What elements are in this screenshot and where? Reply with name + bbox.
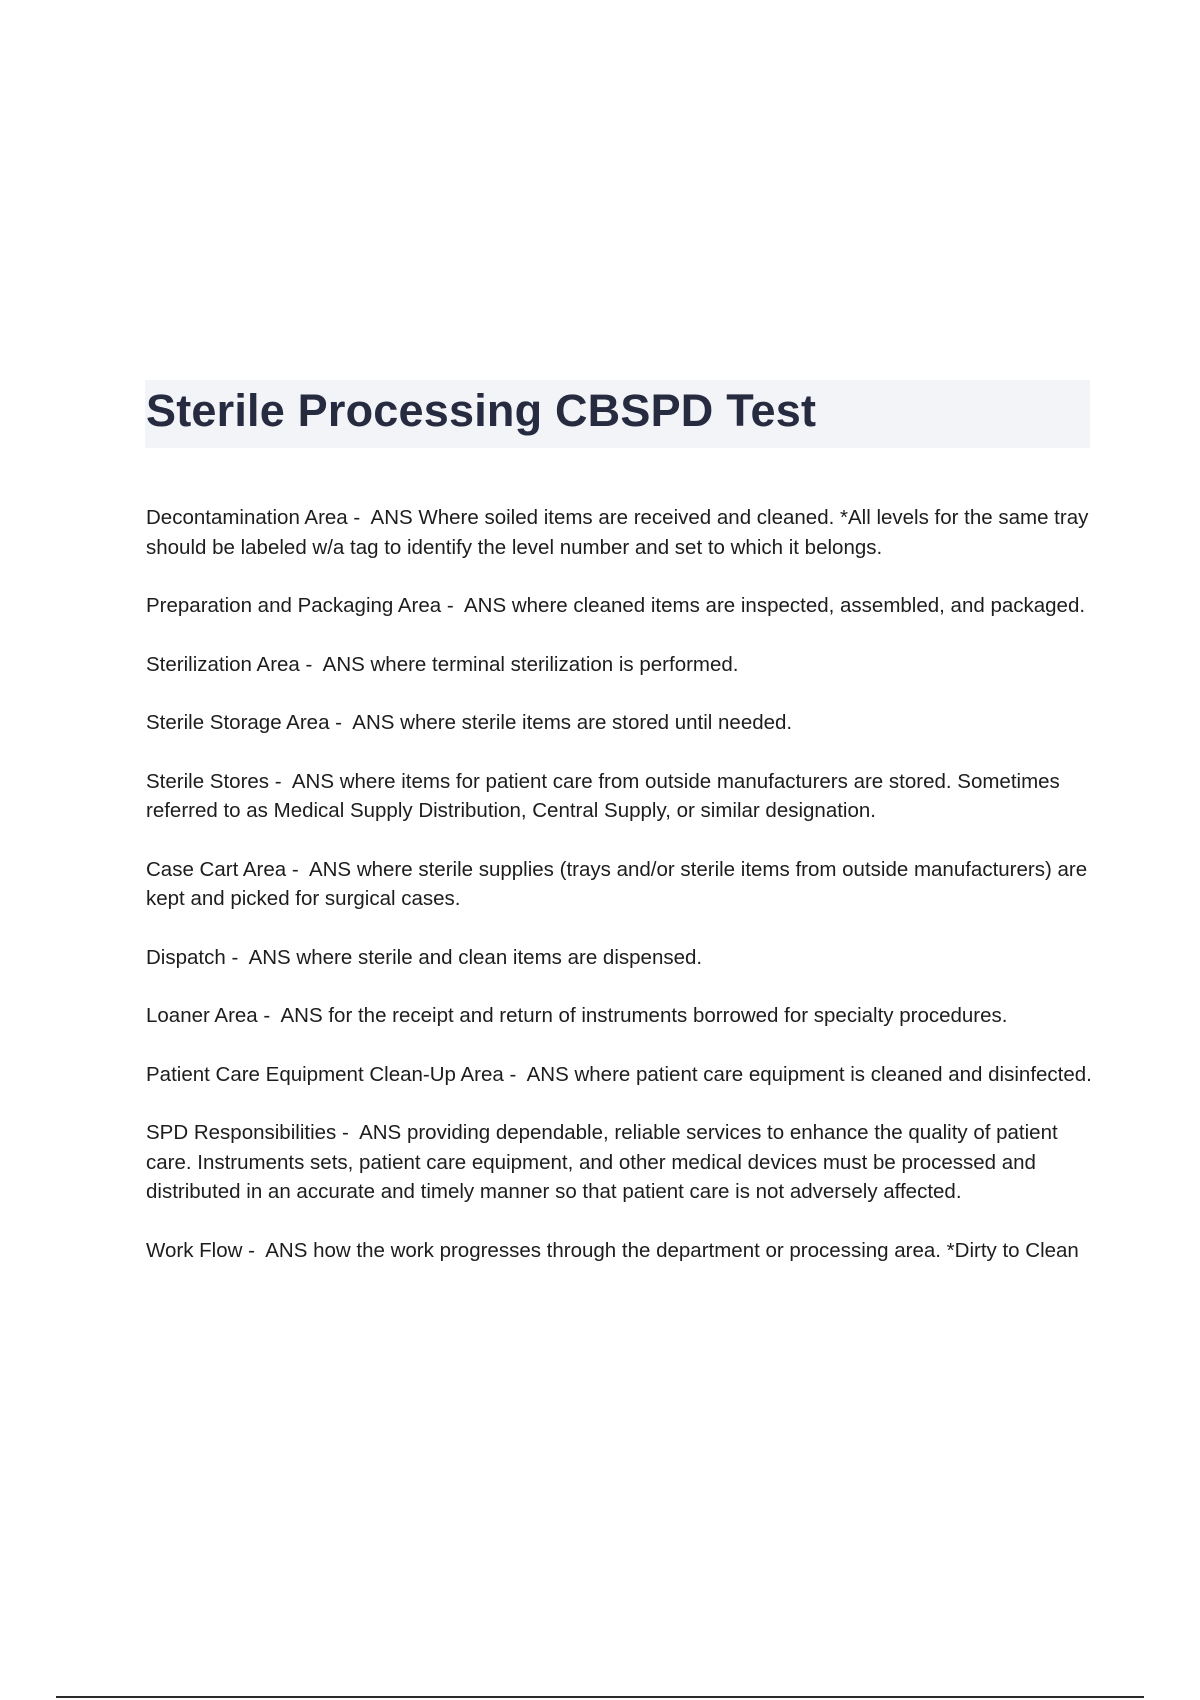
qa-answer-text: how the work progresses through the department or processing area. *Dirty to Clean bbox=[313, 1238, 1079, 1262]
qa-item-sterile-storage-area bbox=[146, 708, 1096, 738]
qa-term: Work Flow - bbox=[146, 1239, 265, 1262]
qa-item-spd-responsibilities bbox=[146, 1118, 1096, 1207]
qa-term: Preparation and Packaging Area - bbox=[146, 594, 464, 617]
footer-divider bbox=[56, 1696, 1144, 1698]
qa-item-patient-care-cleanup-area bbox=[146, 1060, 1096, 1090]
qa-answer-marker: ANS bbox=[463, 594, 507, 617]
qa-item-sterile-stores bbox=[146, 767, 1096, 826]
qa-answer-text: where sterile and clean items are dispensed. bbox=[296, 945, 703, 969]
qa-answer-text: providing dependable, reliable services to enhance the quality of patient care. Instruments sets, patient care equipment, and other medical devices must be processed and distributed in an accurate and timely manner so that patient care is not adversely affected. bbox=[146, 1121, 1058, 1203]
qa-term: Dispatch - bbox=[146, 946, 249, 969]
qa-answer-text: where sterile items are stored until needed. bbox=[400, 711, 793, 734]
qa-list bbox=[146, 503, 1096, 1294]
qa-item-loaner-area bbox=[146, 1001, 1096, 1031]
qa-item-sterilization-area bbox=[146, 650, 1096, 680]
qa-term: Sterile Stores - bbox=[146, 770, 292, 793]
qa-term: Sterile Storage Area - bbox=[146, 711, 352, 734]
qa-answer-text: where cleaned items are inspected, assembled, and packaged. bbox=[511, 594, 1086, 617]
qa-answer-marker: ANS bbox=[352, 711, 395, 734]
qa-answer-text: where sterile supplies (trays and/or sterile items from outside manufacturers) are kept and picked for surgical cases. bbox=[146, 857, 1088, 910]
qa-answer-marker: ANS bbox=[308, 857, 352, 881]
qa-answer-text: Where soiled items are received and cleaned. *All levels for the same tray should be labeled w/a tag to identify the level number and set to which it belongs. bbox=[146, 506, 1089, 559]
qa-term: Loaner Area - bbox=[146, 1004, 281, 1027]
qa-answer-marker: ANS bbox=[280, 1004, 323, 1027]
qa-item-preparation-packaging-area bbox=[146, 591, 1096, 621]
qa-answer-marker: ANS bbox=[370, 506, 413, 529]
qa-item-decontamination-area bbox=[146, 503, 1096, 562]
qa-term: SPD Responsibilities - bbox=[146, 1121, 359, 1144]
qa-answer-marker: ANS bbox=[291, 769, 335, 793]
qa-answer-text: where terminal sterilization is performed. bbox=[370, 652, 739, 676]
qa-answer-text: for the receipt and return of instruments borrowed for specialty procedures. bbox=[328, 1004, 1008, 1027]
qa-term: Patient Care Equipment Clean-Up Area - bbox=[146, 1063, 527, 1086]
qa-item-work-flow bbox=[146, 1236, 1096, 1266]
qa-answer-marker: ANS bbox=[526, 1062, 569, 1086]
qa-term: Decontamination Area - bbox=[146, 506, 371, 529]
qa-answer-marker: ANS bbox=[359, 1121, 402, 1144]
qa-answer-marker: ANS bbox=[248, 945, 291, 969]
page-title: Sterile Processing CBSPD Test bbox=[146, 385, 817, 436]
qa-item-dispatch bbox=[146, 943, 1096, 973]
qa-answer-marker: ANS bbox=[265, 1238, 308, 1262]
qa-answer-marker: ANS bbox=[322, 652, 365, 676]
qa-answer-text: where patient care equipment is cleaned and disinfected. bbox=[574, 1062, 1092, 1086]
qa-term: Case Cart Area - bbox=[146, 858, 309, 881]
qa-term: Sterilization Area - bbox=[146, 653, 323, 676]
qa-answer-text: where items for patient care from outside manufacturers are stored. Sometimes referred to as Medical Supply Distribution, Central Supply, or similar designation. bbox=[146, 769, 1060, 822]
qa-item-case-cart-area bbox=[146, 855, 1096, 914]
